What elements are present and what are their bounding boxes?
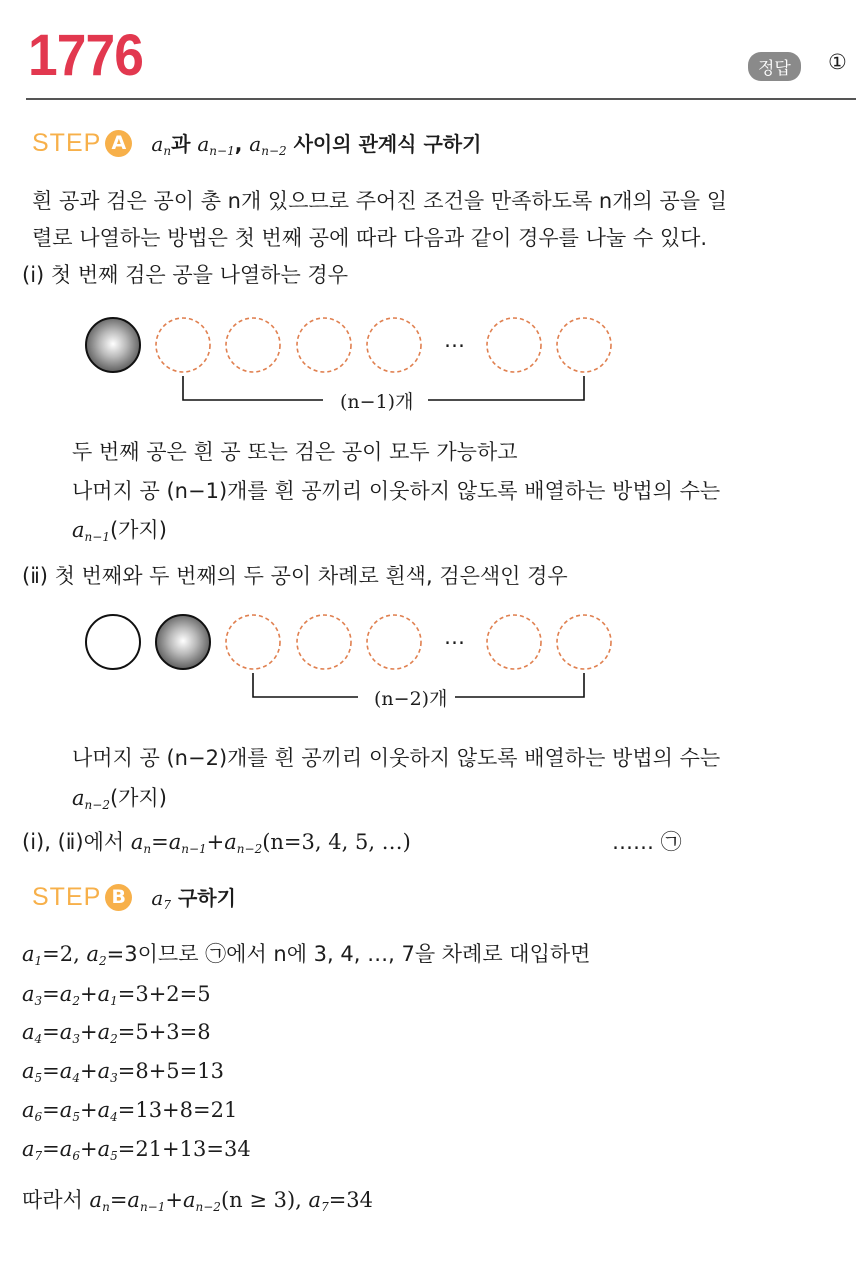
step-a-label: STEP <box>32 129 102 157</box>
dashed-ball-icon <box>487 318 541 372</box>
case2-title: (ⅱ) 첫 번째와 두 번째의 두 공이 차례로 흰색, 검은색인 경우 <box>22 564 568 588</box>
calc-line: a5=a4+a3=8+5=13 <box>22 1059 224 1085</box>
case2-ellipsis: … <box>444 625 465 649</box>
white-ball-icon <box>86 615 140 669</box>
case2-result: $a_{n-2}$(가지) <box>72 786 167 812</box>
case1-bracket-label: (n−1)개 <box>340 391 414 413</box>
step-b-title: 구하기 <box>177 886 236 910</box>
recurrence-line: (ⅰ), (ⅱ)에서 $a_n=a_{n-1}+a_{n-2}(n=3$, 4, 5, …) <box>22 830 411 856</box>
dashed-ball-icon <box>226 615 280 669</box>
dashed-ball-icon <box>297 318 351 372</box>
calc-line: a7=a6+a5=21+13=34 <box>22 1137 251 1163</box>
case1-result: $a_{n-1}$(가지) <box>72 518 167 544</box>
step-b-line1: a1=2, a2=3이므로 ㉠에서 n에 3, 4, …, 7을 차례로 대입하면 <box>22 942 591 968</box>
step-a-title: 사이의 관계식 구하기 <box>293 132 482 156</box>
calc-line: a3=a2+a1=3+2=5 <box>22 982 211 1008</box>
final-answer-line: 따라서 $a_n=a_{n-1}+a_{n-2}(n \ge 3)$, a7=34 <box>22 1188 374 1214</box>
step-a-intro-line1: 흰 공과 검은 공이 총 n개 있으므로 주어진 조건을 만족하도록 n개의 공을 일 <box>32 189 728 213</box>
step-a-intro-line2: 렬로 나열하는 방법은 첫 번째 공에 따라 다음과 같이 경우를 나눌 수 있다. <box>32 226 708 250</box>
dashed-ball-icon <box>226 318 280 372</box>
dashed-ball-icon <box>557 615 611 669</box>
problem-number: 1776 <box>28 23 144 88</box>
case2-line1: 나머지 공 (n−2)개를 흰 공끼리 이웃하지 않도록 배열하는 방법의 수는 <box>72 746 721 770</box>
dashed-ball-icon <box>557 318 611 372</box>
answer-badge: 정답 <box>748 52 801 81</box>
calc-line: a6=a5+a4=13+8=21 <box>22 1098 238 1124</box>
answer-value: ① <box>828 50 847 74</box>
dashed-ball-icon <box>487 615 541 669</box>
black-ball-icon <box>86 318 140 372</box>
step-b-heading: STEP B $a_7$ 구하기 <box>32 883 236 912</box>
dashed-ball-icon <box>367 318 421 372</box>
step-a-heading: STEP A $a_n$과 $a_{n-1}$, $a_{n-2}$ 사이의 관계식 구하기 <box>32 129 482 158</box>
black-ball-icon <box>156 615 210 669</box>
dashed-ball-icon <box>367 615 421 669</box>
step-b-letter-icon: B <box>105 884 132 911</box>
calc-line: a4=a3+a2=5+3=8 <box>22 1020 211 1046</box>
dashed-ball-icon <box>156 318 210 372</box>
case1-line2: 나머지 공 (n−1)개를 흰 공끼리 이웃하지 않도록 배열하는 방법의 수는 <box>72 479 721 503</box>
case1-title: (ⅰ) 첫 번째 검은 공을 나열하는 경우 <box>22 263 348 287</box>
case1-line1: 두 번째 공은 흰 공 또는 검은 공이 모두 가능하고 <box>72 440 518 464</box>
step-b-label: STEP <box>32 883 102 911</box>
step-a-letter-icon: A <box>105 130 132 157</box>
case1-ellipsis: … <box>444 328 465 352</box>
case2-bracket-label: (n−2)개 <box>374 688 448 710</box>
equation-marker: …… ㉠ <box>612 830 682 854</box>
dashed-ball-icon <box>297 615 351 669</box>
